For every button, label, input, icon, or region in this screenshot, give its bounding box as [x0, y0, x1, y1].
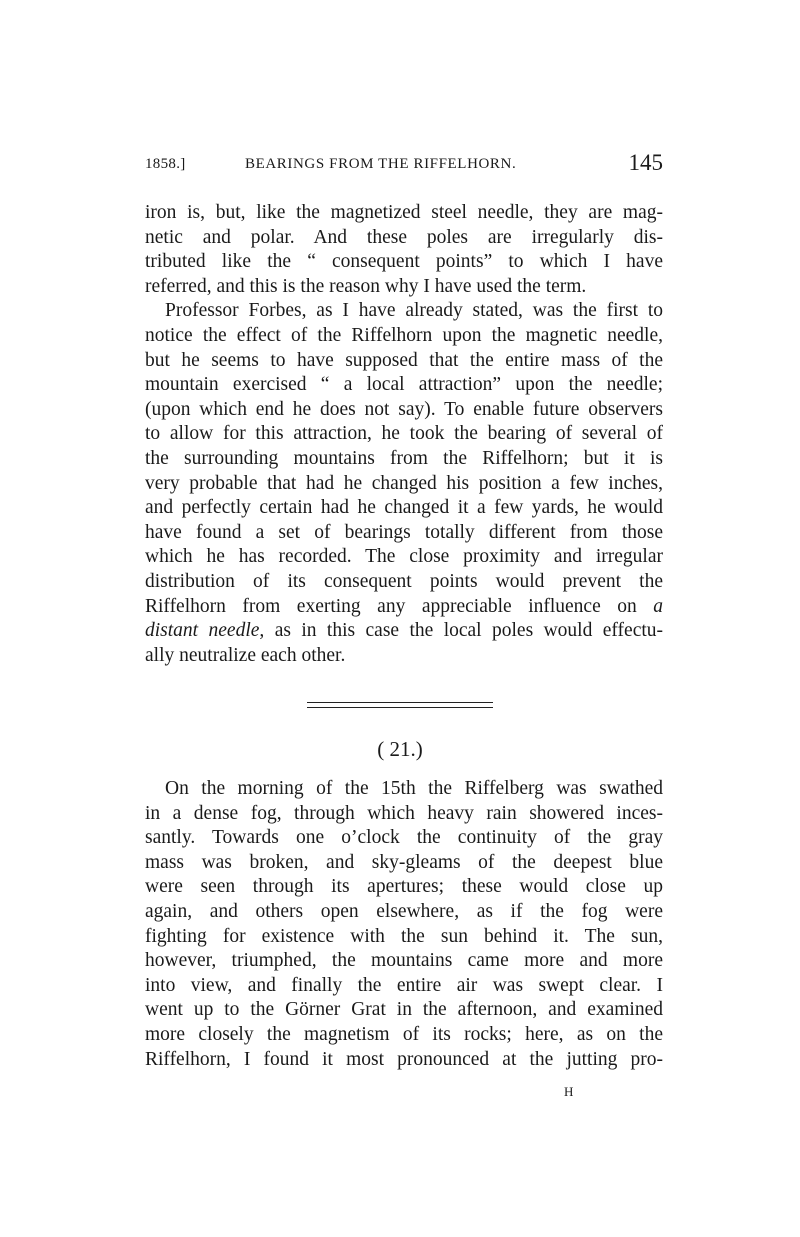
text-run-italic: a [653, 595, 664, 617]
text-line: went up to the Görner Grat in the afternoon, and examined [145, 999, 663, 1021]
section-divider-rule [307, 707, 493, 708]
text-line: Professor Forbes, as I have already stated, was the first to [165, 300, 663, 322]
text-line: santly. Towards one o’clock the continuity of the gray [145, 827, 663, 849]
text-run: Riffelhorn from exerting any appreciable influence on [145, 595, 637, 617]
text-run: as in this case the local poles would effectu- [274, 620, 664, 642]
text-line: to allow for this attraction, he took the bearing of several of [145, 423, 663, 445]
text-line: On the morning of the 15th the Riffelberg was swathed [165, 778, 663, 799]
running-head-title: BEARINGS FROM THE RIFFELHORN. [245, 156, 517, 172]
text-block-lower [145, 777, 663, 1072]
running-head [145, 150, 663, 180]
text-line: very probable that had he changed his position a few inches, [145, 472, 663, 494]
text-block-upper [145, 201, 663, 668]
page-number: 145 [628, 150, 663, 175]
text-line: fighting for existence with the sun behind it. The sun, [145, 925, 663, 947]
text-line: in a dense fog, through which heavy rain showered inces- [145, 802, 663, 824]
section-number: ( 21.) [377, 737, 423, 761]
text-line: and perfectly certain had he changed it a few yards, he would [145, 497, 663, 519]
text-line: mountain exercised “ a local attraction” upon the needle; [145, 374, 663, 396]
text-line: have found a set of bearings totally different from those [145, 521, 663, 543]
text-line-mixed [145, 619, 663, 644]
text-line: however, triumphed, the mountains came more and more [145, 950, 663, 972]
text-line: notice the effect of the Riffelhorn upon the magnetic needle, [145, 324, 663, 346]
section-divider-rule [307, 702, 493, 703]
running-head-year: 1858.] [145, 156, 186, 172]
text-line: iron is, but, like the magnetized steel needle, they are mag- [145, 202, 663, 223]
text-line: referred, and this is the reason why I have used the term. [145, 275, 587, 297]
text-line: distribution of its consequent points would prevent the [145, 570, 663, 592]
text-line: into view, and finally the entire air was swept clear. I [145, 974, 663, 996]
text-line: the surrounding mountains from the Riffelhorn; but it is [145, 447, 663, 469]
text-run-italic: distant needle, [145, 620, 265, 642]
text-line-mixed [145, 595, 663, 620]
text-line: again, and others open elsewhere, as if the fog were [145, 900, 663, 922]
text-line: (upon which end he does not say). To enable future observers [145, 398, 663, 420]
signature-mark: H [564, 1084, 574, 1099]
text-line: which he has recorded. The close proximity and irregular [145, 546, 663, 568]
text-line: Riffelhorn, I found it most pronounced at the jutting pro- [145, 1048, 663, 1070]
text-line: ally neutralize each other. [145, 644, 346, 666]
text-line: tributed like the “ consequent points” to which I have [145, 251, 663, 273]
text-line: were seen through its apertures; these would close up [145, 876, 663, 898]
text-line: netic and polar. And these poles are irregularly dis- [145, 226, 663, 248]
text-line: but he seems to have supposed that the entire mass of the [145, 349, 663, 371]
text-line: mass was broken, and sky-gleams of the deepest blue [145, 851, 663, 873]
text-line: more closely the magnetism of its rocks; here, as on the [145, 1023, 663, 1045]
